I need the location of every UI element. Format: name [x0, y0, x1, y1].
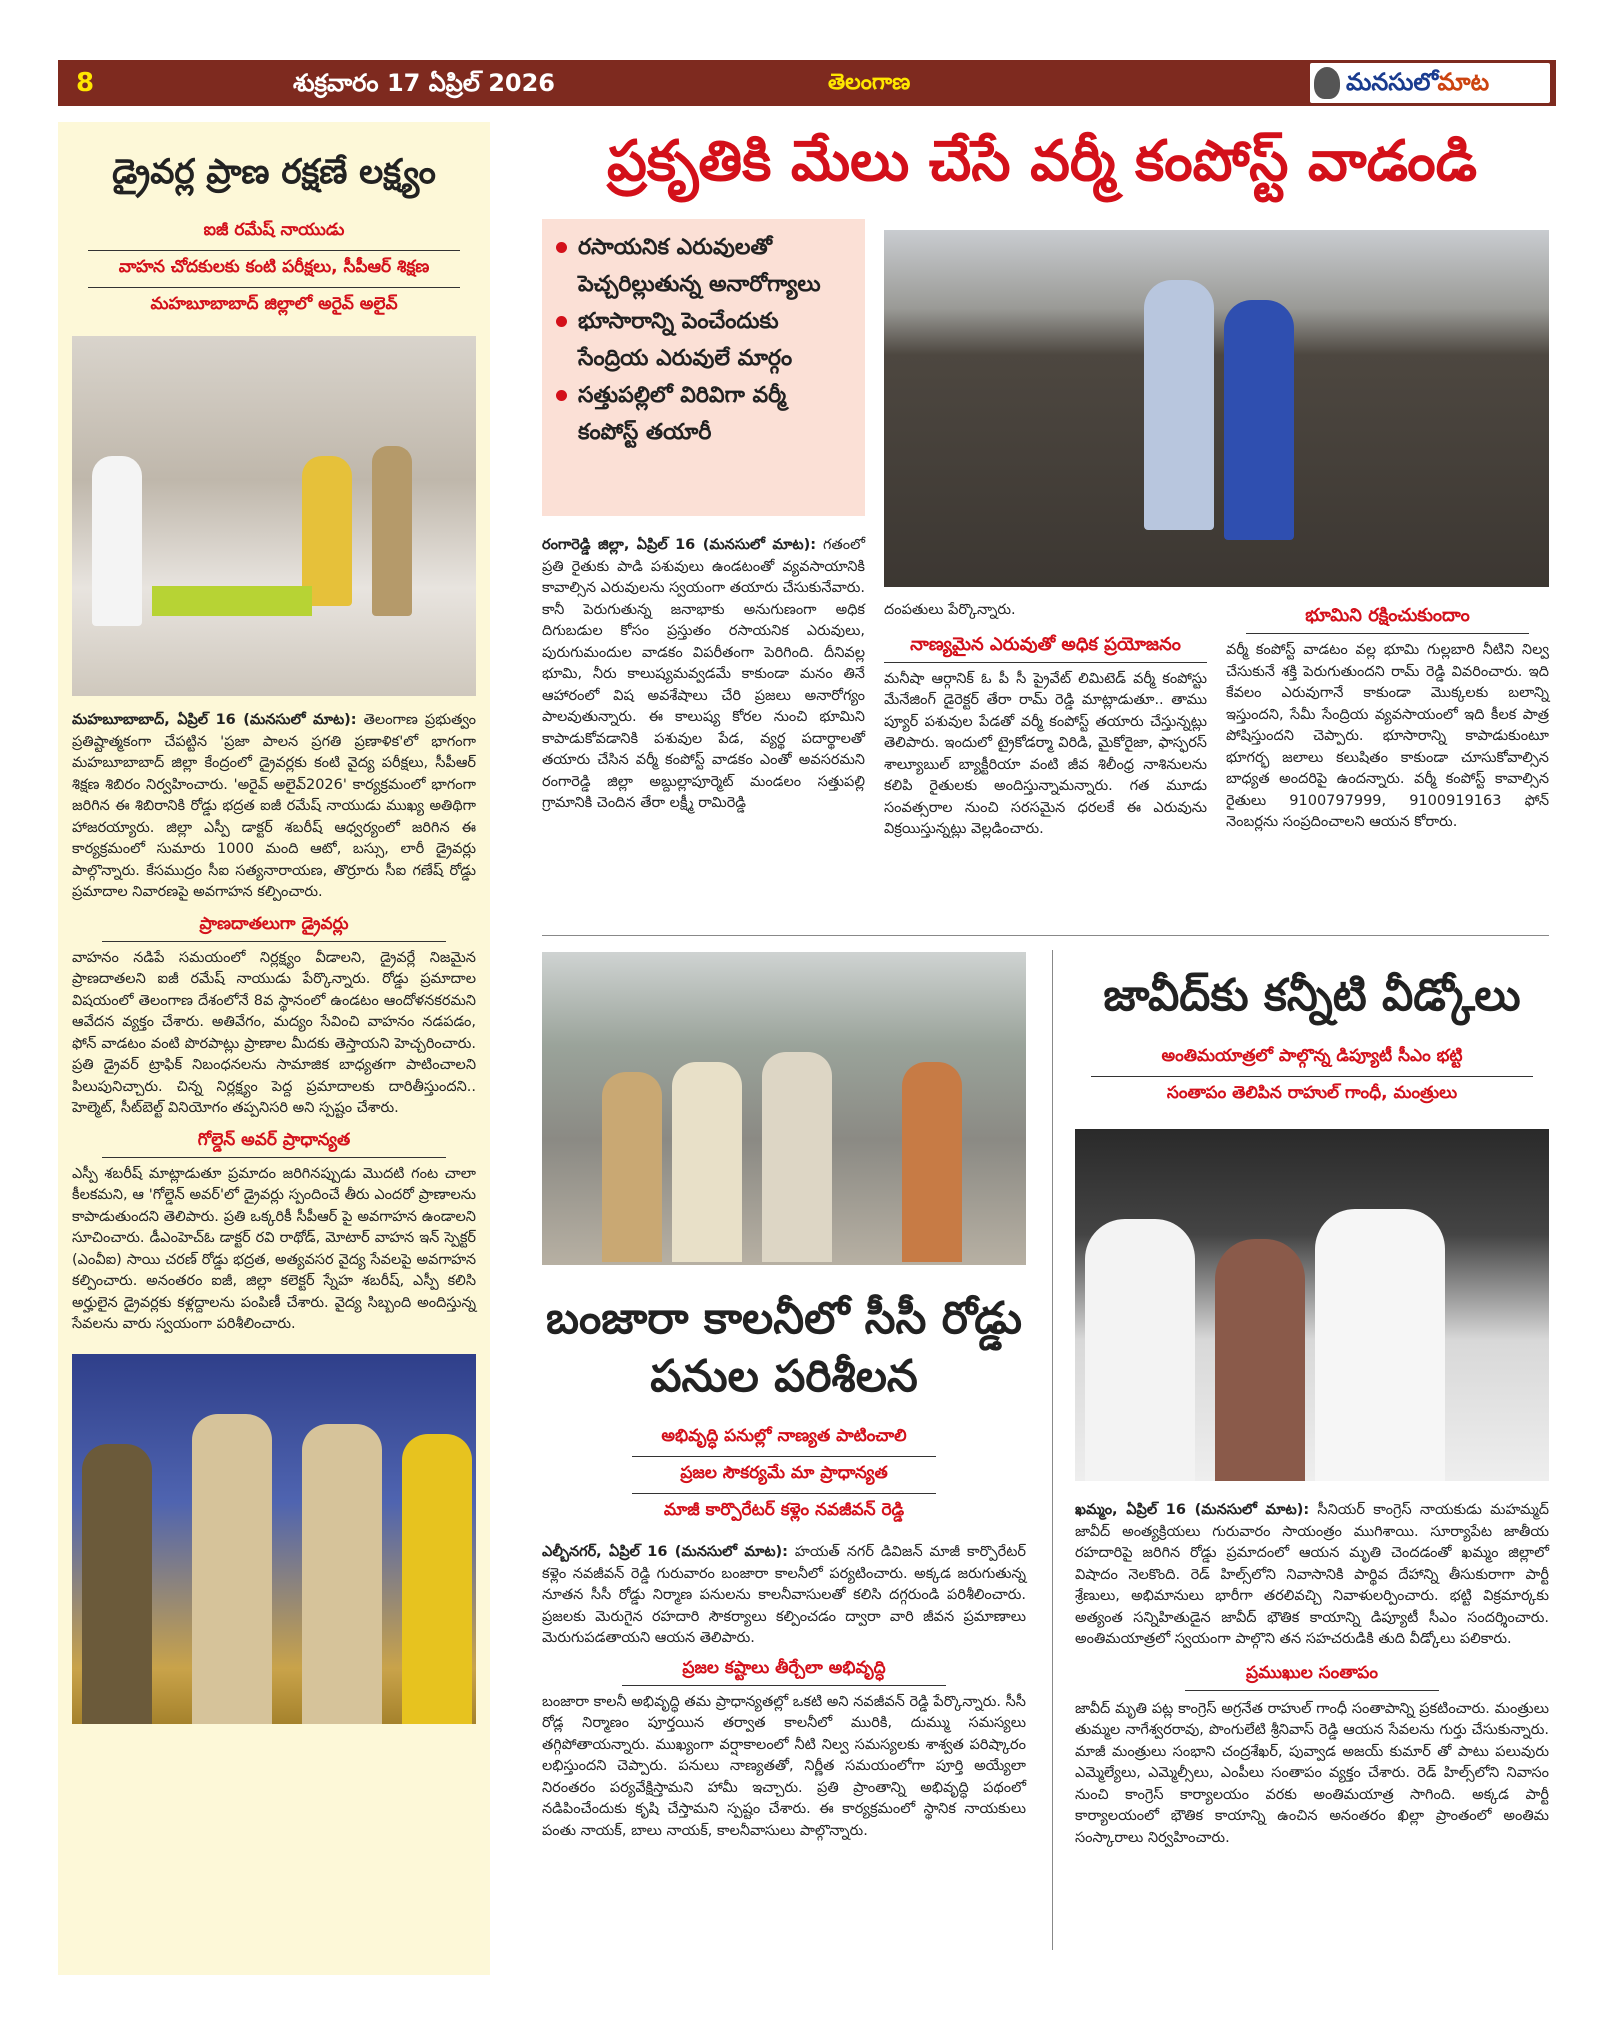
article-body: [542, 1542, 1026, 1842]
section-heading: భూమిని రక్షించుకుందాం: [1246, 605, 1529, 634]
paragraph: సీనియర్ కాంగ్రెస్ నాయకుడు మహమ్మద్ జావీద్ అంత్యక్రియలు గురువారం సాయంత్రం ముగిశాయి. సూర్యాపేట జాతీయ రహదారిపై జరిగిన రోడ్డు ప్రమాదంలో ఆయన మృతి చెందడంతో ఖమ్మం జిల్లాలో విషాదం నెలకొంది. రెడ్ హిల్స్‌లోని నివాసానికి పార్థివ దేహాన్ని తీసుకురాగా పార్టీ శ్రేణులు, అభిమానులు భారీగా తరలివచ్చి నివాళులర్పించారు. భట్టి విక్రమార్కకు అత్యంత సన్నిహితుడైన జావీద్ భౌతిక కాయాన్ని డిప్యూటీ సీఎం సందర్శించారు. అంతిమయాత్రలో స్వయంగా పాల్గొని తన సహచరుడికి తుది వీడ్కోలు పలికారు.: [1075, 1502, 1549, 1647]
subheading: సంతాపం తెలిపిన రాహుల్ గాంధీ, మంత్రులు: [1166, 1083, 1458, 1103]
article-column-3: [1226, 605, 1549, 834]
article-column-2: [884, 600, 1207, 841]
paragraph: బంజారా కాలనీ అభివృద్ధి తమ ప్రాధాన్యతల్లో ఒకటి అని నవజీవన్ రెడ్డి పేర్కొన్నారు. సీసీ రోడ్ల నిర్మాణం పూర్తయిన తర్వాత కాలనీలో మురికి, దుమ్ము సమస్యలు తగ్గిపోతాయన్నారు. ముఖ్యంగా వర్షాకాలంలో నీటి నిల్వ సమస్యలకు శాశ్వత పరిష్కారం లభిస్తుందని చెప్పారు. పనులు నాణ్యతతో, నిర్ణీత సమయంలోగా పూర్తి అయ్యేలా నిరంతరం పర్యవేక్షిస్తామని హామీ ఇచ్చారు. ప్రతి ప్రాంతాన్ని అభివృద్ధి పథంలో నడిపించేందుకు కృషి చేస్తామని స్పష్టం చేశారు. ఈ కార్యక్రమంలో స్థానిక నాయకులు పంతు నాయక్, బాలు నాయక్, కాలనీవాసులు పాల్గొన్నారు.: [542, 1693, 1026, 1839]
subheading: ఐజీ రమేష్ నాయుడు: [88, 214, 460, 251]
paragraph: దంపతులు పేర్కొన్నారు.: [884, 602, 1016, 618]
logo-portrait-icon: [1314, 67, 1340, 99]
paragraph: హయత్ నగర్ డివిజన్ మాజీ కార్పొరేటర్ కళ్లెం నవజీవన్ రెడ్డి గురువారం బంజారా కాలనీలో పర్యటించారు. అక్కడ జరుగుతున్న నూతన సీసీ రోడ్డు నిర్మాణ పనులను కాలనీవాసులతో కలిసి దగ్గరుండి పరిశీలించారు. ప్రజలకు మెరుగైన రహదారి సౌకర్యాలు కల్పించడం ద్వారా వారి జీవన ప్రమాణాలు మెరుగుపడతాయని ఆయన తెలిపారు.: [542, 1544, 1027, 1646]
paragraph: మనీషా ఆర్గానిక్ ఓ పీ సీ ప్రైవేట్ లిమిటెడ్ వర్మీ కంపోస్టు మేనేజింగ్ డైరెక్టర్ తేరా రామ్ రెడ్డి మాట్లాడుతూ.. తాము ప్యూర్ పశువుల పేడతో వర్మీ కంపోస్ట్ తయారు చేస్తున్నట్లు తెలిపారు. ఇందులో ట్రైకోడర్మా విరిడి, మైకోరైజా, ఫాస్ఫరస్ శాల్యూబుల్ బ్యాక్టీరియా వంటి జీవ శిలీంధ్ర నాశినులను కలిపి రైతులకు అందిస్తున్నామన్నారు. గత మూడు సంవత్సరాల నుంచి సరసమైన ధరలకే ఈ ఎరువును విక్రయిస్తున్నట్లు వెల్లడించారు.: [884, 670, 1207, 837]
highlight-item: భూసారాన్ని పెంచేందుకు సేంద్రియ ఎరువులే మార్గం: [554, 303, 853, 377]
dateline: ఖమ్మం, ఏప్రిల్ 16 (మనసులో మాట):: [1075, 1502, 1310, 1518]
article-body: [542, 535, 865, 815]
logo-text-a: మనసులో: [1346, 68, 1438, 96]
subheadings: [1075, 1040, 1549, 1113]
article-headline: బంజారా కాలనీలో సీసీ రోడ్డు పనుల పరిశీలన: [545, 1293, 1023, 1402]
section-heading: ప్రజల కష్టాలు తీర్చేలా అభివృద్ధి: [622, 1658, 946, 1686]
article-body: [72, 710, 476, 904]
photo-funeral: [1075, 1129, 1549, 1481]
dateline: రంగారెడ్డి జిల్లా, ఏప్రిల్ 16 (మనసులో మాట):: [542, 537, 816, 553]
highlights-box: [542, 219, 865, 516]
newspaper-logo: [1310, 63, 1550, 103]
dateline: ఎల్బీనగర్, ఏప్రిల్ 16 (మనసులో మాట):: [542, 1544, 788, 1560]
page-header: [58, 60, 1556, 106]
paragraph: తెలంగాణ ప్రభుత్వం ప్రతిష్టాత్మకంగా చేపట్టిన 'ప్రజా పాలన ప్రగతి ప్రణాళిక'లో భాగంగా మహబూబాబాద్ జిల్లా కేంద్రంలో డ్రైవర్లకు కంటి వైద్య పరీక్షలు, సీపీఆర్ శిక్షణ శిబిరం నిర్వహించారు. 'అరైవ్ అలైవ్2026' కార్యక్రమంలో భాగంగా జరిగిన ఈ శిబిరానికి రోడ్డు భద్రత ఐజీ రమేష్ నాయుడు ముఖ్య అతిథిగా హాజరయ్యారు. జిల్లా ఎస్పీ డాక్టర్ శబరీష్ ఆధ్వర్యంలో జరిగిన ఈ కార్యక్రమంలో సుమారు 1000 మంది ఆటో, బస్సు, లారీ డ్రైవర్లు పాల్గొన్నారు. కేసముద్రం సీఐ సత్యనారాయణ, తొర్రూరు సీఐ గణేష్ రోడ్డు ప్రమాదాల నివారణపై అవగాహన కల్పించారు.: [72, 712, 477, 900]
section-heading: నాణ్యమైన ఎరువుతో అధిక ప్రయోజనం: [884, 634, 1207, 663]
subheadings: [542, 1420, 1026, 1530]
divider: [542, 935, 1549, 936]
logo-text-b: మాట: [1437, 68, 1490, 96]
photo-eye-camp: [72, 336, 476, 696]
highlight-item: సత్తుపల్లిలో విరివిగా వర్మీ కంపోస్ట్ తయారీ: [554, 377, 853, 451]
subheading: మాజీ కార్పొరేటర్ కళ్లెం నవజీవన్ రెడ్డి: [663, 1500, 905, 1520]
section-heading: గోల్డెన్ అవర్ ప్రాధాన్యత: [102, 1130, 446, 1158]
issue-date: శుక్రవారం 17 ఏప్రిల్ 2026: [293, 69, 555, 97]
highlight-item: రసాయనిక ఎరువులతో పెచ్చరిల్లుతున్న అనారోగ్యాలు: [554, 229, 853, 303]
section-heading: ప్రముఖుల సంతాపం: [1185, 1663, 1439, 1691]
page-number: 8: [76, 68, 95, 98]
subheading: అంతిమయాత్రలో పాల్గొన్న డిప్యూటీ సీఎం భట్టి: [1091, 1040, 1533, 1077]
paragraph: గతంలో ప్రతి రైతుకు పాడి పశువులు ఉండటంతో వ్యవసాయానికి కావాల్సిన ఎరువులను స్వయంగా తయారు చేసుకునేవారు. కానీ పెరుగుతున్న జనాభాకు అనుగుణంగా అధిక దిగుబడుల కోసం ప్రస్తుతం రసాయనిక ఎరువులు, పురుగుమందుల వాడకం విపరీతంగా పెరిగింది. దీనివల్ల భూమి, నీరు కాలుష్యమవ్వడమే కాకుండా మనం తినే ఆహారంలో విష అవశేషాలు చేరి ప్రజలు అనారోగ్యం పాలవుతున్నారు. ఈ కాలుష్య కోరల నుంచి భూమిని కాపాడుకోవడానికి పశువుల పేడ, వ్యర్థ పదార్థాలతో తయారు చేసిన వర్మీ కంపోస్ట్ వాడకం ఎంతో అవసరమని రంగారెడ్డి జిల్లా అబ్దుల్లాపూర్మెట్ మండలం సత్తుపల్లి గ్రామానికి చెందిన తేరా లక్ష్మీ రామిరెడ్డి: [542, 537, 865, 811]
subheading: వాహన చోదకులకు కంటి పరీక్షలు, సీపీఆర్ శిక్షణ: [88, 251, 460, 288]
subheading: మహబూబాబాద్ జిల్లాలో అరైవ్ అలైవ్: [150, 294, 398, 314]
article-driver-safety: [58, 122, 490, 1975]
paragraph: జావీద్ మృతి పట్ల కాంగ్రెస్ అగ్రనేత రాహుల్ గాంధీ సంతాపాన్ని ప్రకటించారు. మంత్రులు తుమ్మల నాగేశ్వరరావు, పొంగులేటి శ్రీనివాస్ రెడ్డి ఆయన సేవలను గుర్తు చేసుకున్నారు. మాజీ మంత్రులు సంభాని చంద్రశేఖర్, పువ్వాడ అజయ్ కుమార్ తో పాటు పలువురు ఎమ్మెల్యేలు, ఎమ్మెల్సీలు, ఎంపీలు సంతాపం వ్యక్తం చేశారు. రెడ్ హిల్స్‌లోని నివాసం నుంచి కాంగ్రెస్ కార్యాలయం వరకు అంతిమయాత్ర సాగింది. అక్కడ పార్టీ కార్యాలయంలో భౌతిక కాయాన్ని ఉంచిన అనంతరం ఖిల్లా ప్రాంతంలో అంతిమ సంస్కారాలు నిర్వహించారు.: [1075, 1700, 1549, 1846]
subheading: అభివృద్ధి పనుల్లో నాణ్యత పాటించాలి: [632, 1420, 936, 1457]
divider: [1052, 950, 1053, 1950]
subheading: ప్రజల సౌకర్యమే మా ప్రాధాన్యత: [632, 1457, 936, 1494]
paragraph: వర్మీ కంపోస్ట్ వాడటం వల్ల భూమి గుల్లబారి నీటిని నిల్వ చేసుకునే శక్తి పెరుగుతుందని రామ్ రెడ్డి వివరించారు. ఇది కేవలం ఎరువుగానే కాకుండా మొక్కలకు బలాన్ని ఇస్తుందని, సేమీ సేంద్రియ వ్యవసాయంలో ఇది కీలక పాత్ర పోషిస్తుందని చెప్పారు. భూసారాన్ని కాపాడుకుంటూ భూగర్భ జలాలు కలుషితం కాకుండా చూసుకోవాల్సిన బాధ్యత అందరిపై ఉందన్నారు. వర్మీ కంపోస్ట్ కావాల్సిన రైతులు 9100797999, 9100919163 ఫోన్ నెంబర్లను సంప్రదించాలని ఆయన కోరారు.: [1226, 642, 1549, 830]
section-heading: ప్రాణదాతలుగా డ్రైవర్లు: [102, 914, 446, 942]
article-body: [1075, 1500, 1549, 1849]
photo-road-inspection: [542, 952, 1026, 1265]
article-headline: డ్రైవర్ల ప్రాణ రక్షణే లక్ష్యం: [112, 152, 436, 192]
section-name: తెలంగాణ: [828, 70, 911, 95]
photo-distribution: [72, 1354, 476, 1724]
photo-vermicompost: [884, 230, 1549, 587]
main-headline: ప్రకృతికి మేలు చేసే వర్మీ కంపోస్ట్ వాడండి: [606, 129, 1478, 194]
paragraph: వాహనం నడిపే సమయంలో నిర్లక్ష్యం వీడాలని, డ్రైవర్లే నిజమైన ప్రాణదాతలని ఐజీ రమేష్ నాయుడు పేర్కొన్నారు. రోడ్డు ప్రమాదాల విషయంలో తెలంగాణ దేశంలోనే 8వ స్థానంలో ఉండటం ఆందోళనకరమని ఆవేదన వ్యక్తం చేశారు. అతివేగం, మద్యం సేవించి వాహనం నడపడం, ఫోన్ వాడటం వంటి పొరపాట్లు ప్రాణాల మీదకు తెస్తాయని హెచ్చరించారు. ప్రతి డ్రైవర్ ట్రాఫిక్ నిబంధనలను సామాజిక బాధ్యతగా పాటించాలని పిలుపునిచ్చారు. చిన్న నిర్లక్ష్యం పెద్ద ప్రమాదాలకు దారితీస్తుందని.. హెల్మెట్, సీట్‌బెల్ట్ వినియోగం తప్పనిసరి అని స్పష్టం చేశారు.: [72, 949, 476, 1116]
paragraph: ఎస్పీ శబరీష్ మాట్లాడుతూ ప్రమాదం జరిగినప్పుడు మొదటి గంట చాలా కీలకమని, ఆ 'గోల్డెన్ అవర్'లో డ్రైవర్లు స్పందించే తీరు ఎందరో ప్రాణాలను కాపాడుతుందని తెలిపారు. ప్రతి ఒక్కరికీ సీపీఆర్ పై అవగాహన ఉండాలని సూచించారు. డీఎంహెచ్‌ఓ డాక్టర్ రవి రాథోడ్, మోటార్ వాహన ఇన్ స్పెక్టర్ (ఎంవీఐ) సాయి చరణ్ రోడ్డు భద్రత, అత్యవసర వైద్య సేవలపై అవగాహన కల్పించారు. అనంతరం ఐజీ, జిల్లా కలెక్టర్ స్నేహ శబరీష్, ఎస్పీ కలిసి అర్హులైన డ్రైవర్లకు కళ్లద్దాలను పంపిణీ చేశారు. వైద్య సిబ్బంది అందిస్తున్న సేవలను వారు స్వయంగా పరిశీలించారు.: [72, 1165, 476, 1332]
article-headline: జావీద్‌కు కన్నీటి వీడ్కోలు: [1103, 970, 1521, 1021]
dateline: మహబూబాబాద్, ఏప్రిల్ 16 (మనసులో మాట):: [72, 712, 357, 728]
